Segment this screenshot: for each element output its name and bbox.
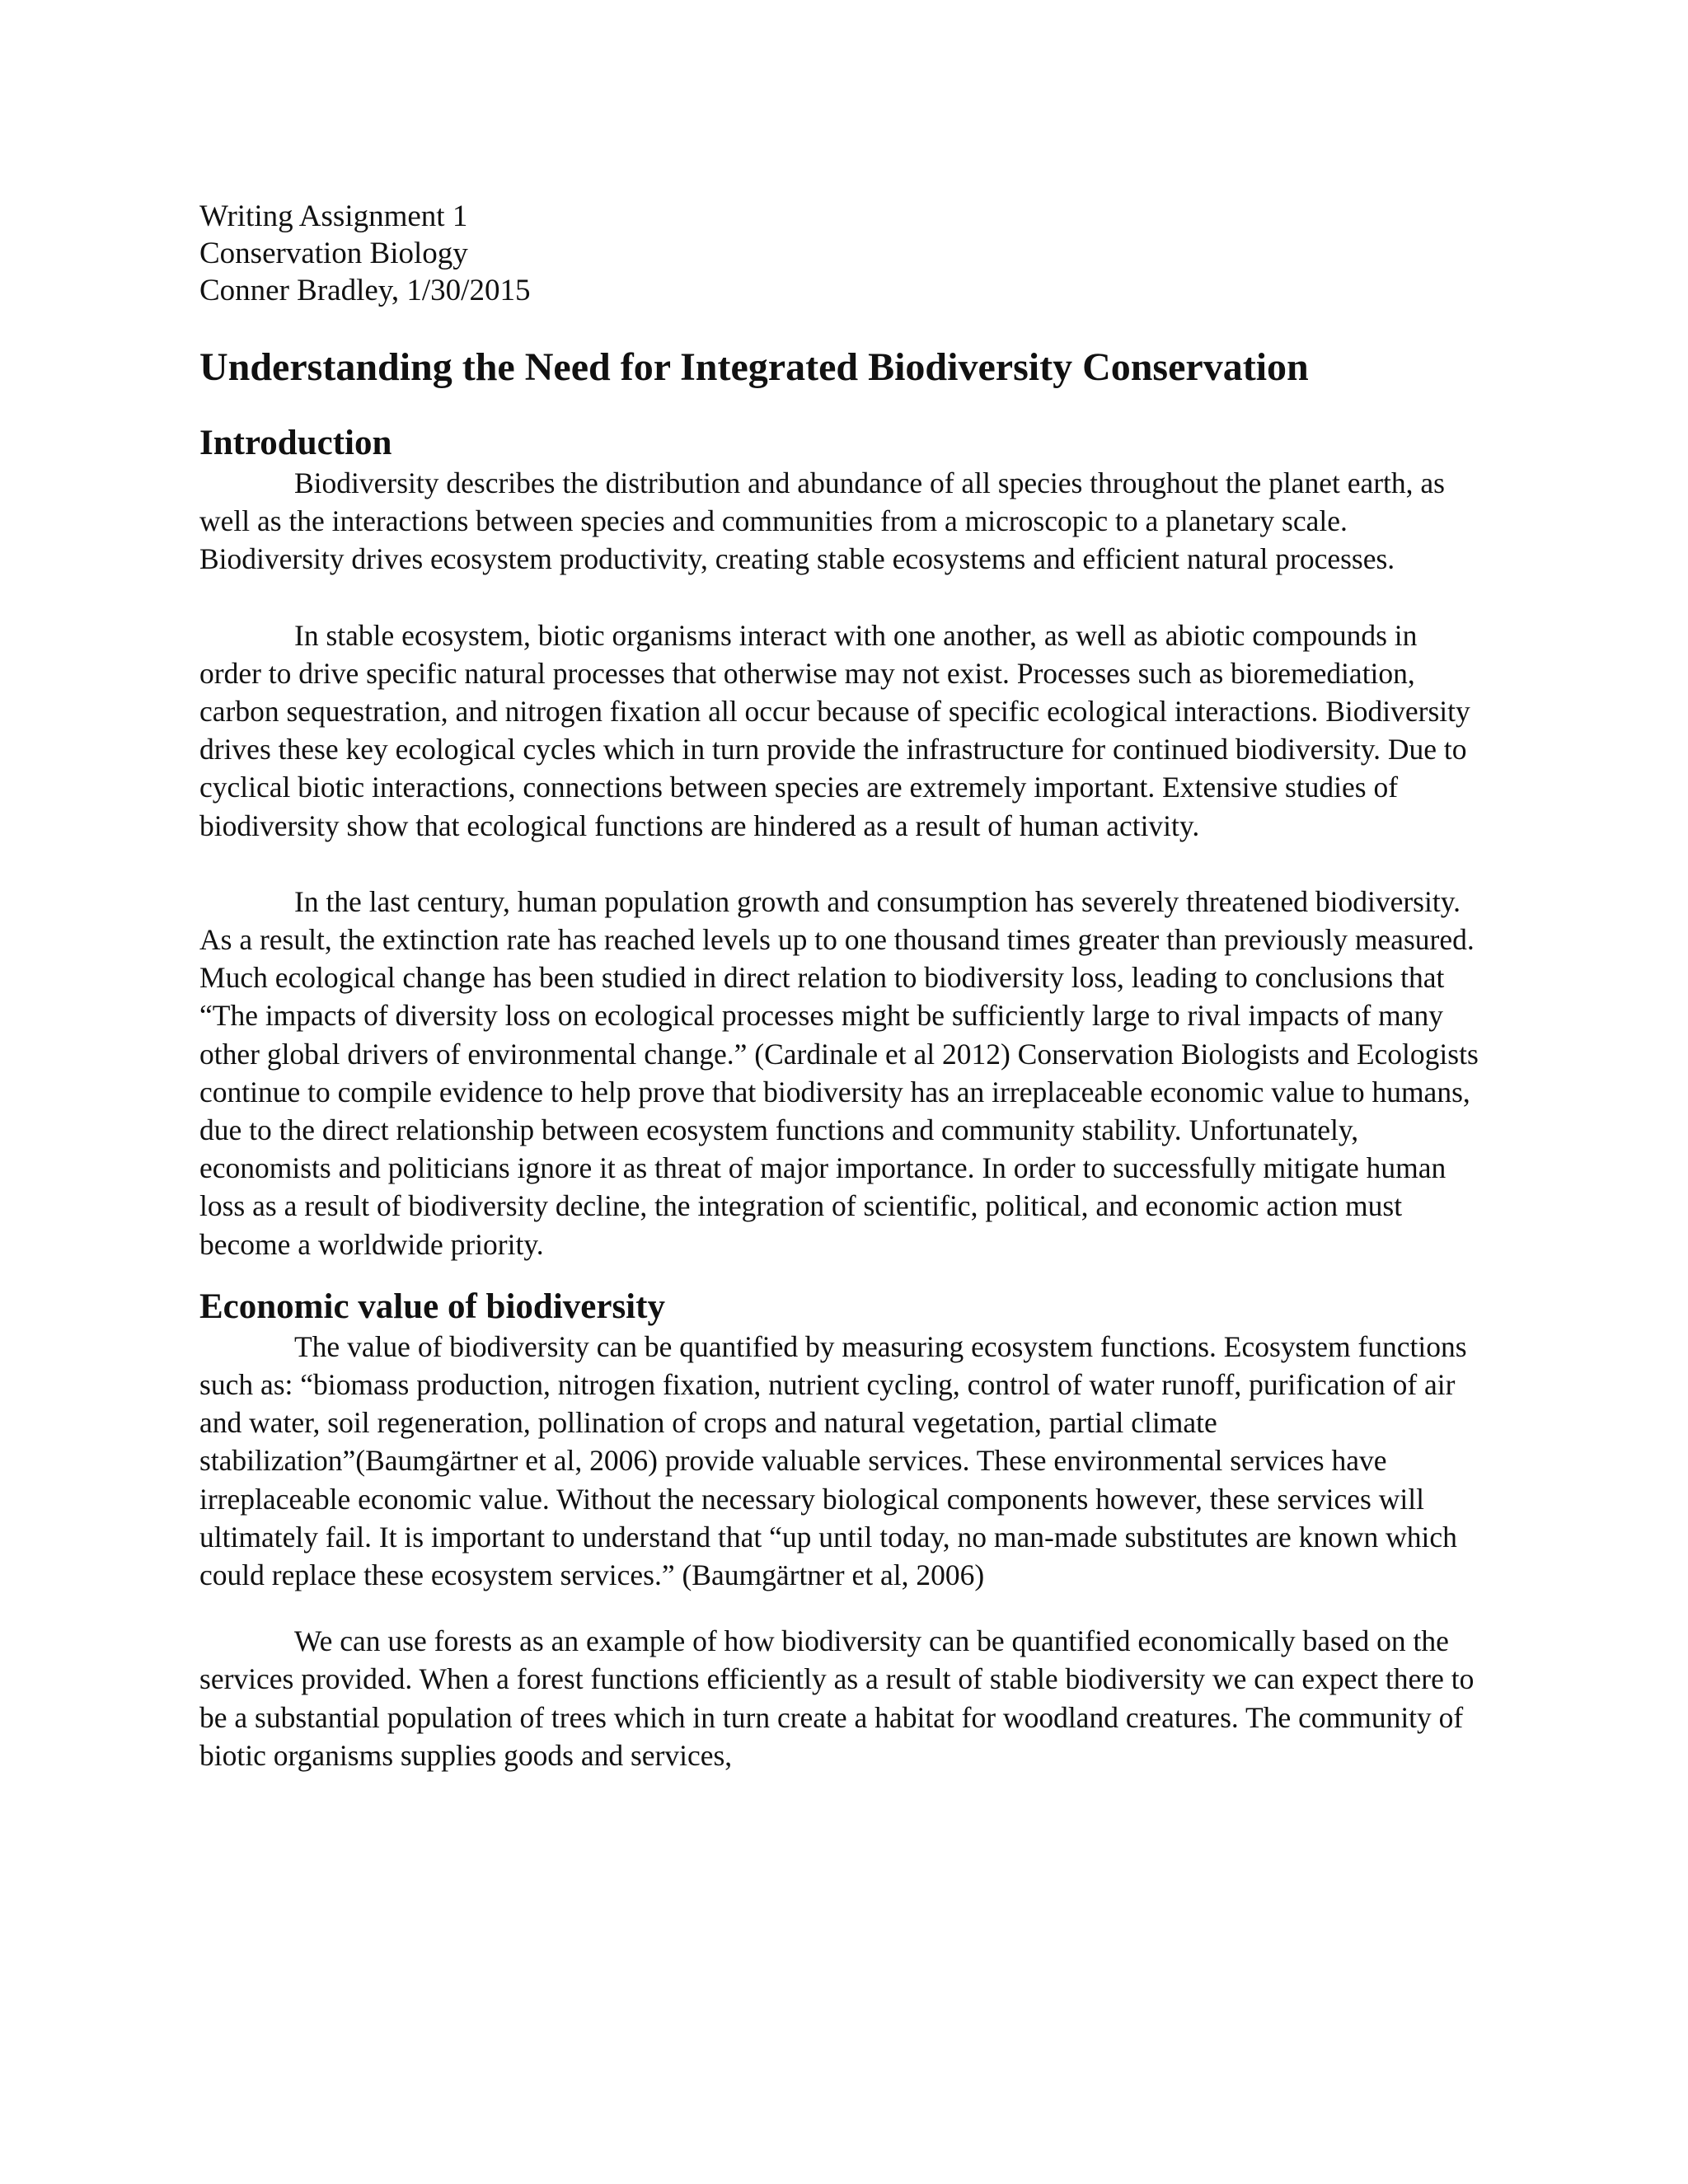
document-title: Understanding the Need for Integrated Biodiversity Conservation [199, 345, 1309, 389]
section-heading-introduction: Introduction [199, 424, 392, 462]
paragraph: We can use forests as an example of how biodiversity can be quantified economically based on the services provided. When a forest functions efficiently as a result of stable biodiversity we can expect there to be a substantial population of trees which in turn create a habitat for woodland creatures. The community of biotic organisms supplies goods and services, [199, 1624, 1475, 1772]
document-body [199, 198, 1485, 1774]
paragraph: In stable ecosystem, biotic organisms interact with one another, as well as abiotic compounds in order to drive specific natural processes that otherwise may not exist. Processes such as bioremediation, carbon sequestration, and nitrogen fixation all occur because of specific ecological interactions. Biodiversity drives these key ecological cycles which in turn provide the infrastructure for continued biodiversity. Due to cyclical biotic interactions, connections between species are extremely important. Extensive studies of biodiversity show that ecological functions are hindered as a result of human activity. [199, 618, 1470, 842]
paragraph: The value of biodiversity can be quantified by measuring ecosystem functions. Ecosystem functions such as: “biomass production, nitrogen fixation, nutrient cycling, control of water runoff, purification of air and water, soil regeneration, pollination of crops and natural vegetation, partial climate stabilization”(Baumgärtner et al, 2006) provide valuable services. These environmental services have irreplaceable economic value. Without the necessary biological components however, these services will ultimately fail. It is important to understand that “up until today, no man-made substitutes are known which could replace these ecosystem services.” (Baumgärtner et al, 2006) [199, 1329, 1467, 1592]
assignment-label: Writing Assignment 1 [199, 199, 468, 233]
paragraph: Biodiversity describes the distribution and abundance of all species throughout the planet earth, as well as the interactions between species and communities from a microscopic to a planetary scale. Biodiversity drives ecosystem productivity, creating stable ecosystems and efficient natural processes. [199, 466, 1445, 576]
author-and-date: Conner Bradley, 1/30/2015 [199, 274, 531, 307]
section-heading-economic-value: Economic value of biodiversity [199, 1286, 665, 1326]
paragraph: In the last century, human population growth and consumption has severely threatened biodiversity. As a result, the extinction rate has reached levels up to one thousand times greater than previously measured. Much ecological change has been studied in direct relation to biodiversity loss, leading to conclusions that “The impacts of diversity loss on ecological processes might be sufficiently large to rival impacts of many other global drivers of environmental change.” (Cardinale et al 2012) Conservation Biologists and Ecologists continue to compile evidence to help prove that biodiversity has an irreplaceable economic value to humans, due to the direct relationship between ecosystem functions and community stability. Unfortunately, economists and politicians ignore it as threat of major importance. In order to successfully mitigate human loss as a result of biodiversity decline, the integration of scientific, political, and economic action must become a worldwide priority. [199, 884, 1479, 1261]
course-name: Conservation Biology [199, 237, 468, 270]
